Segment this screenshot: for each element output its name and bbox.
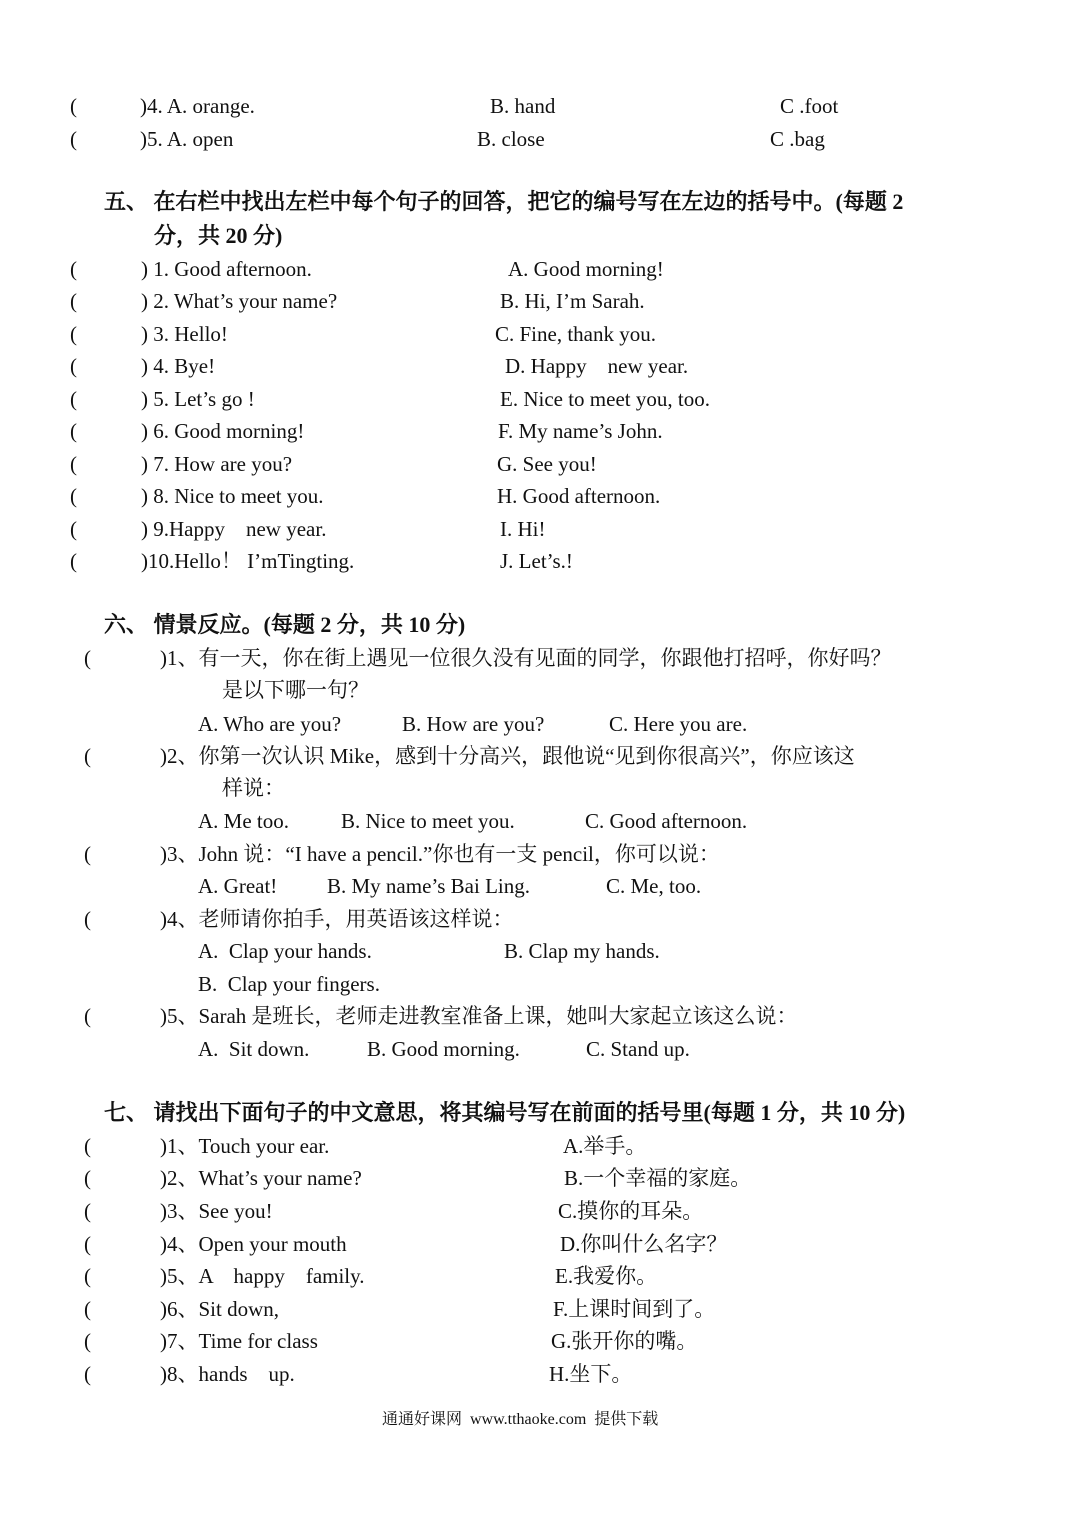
question-text: )3、See you!: [160, 1199, 273, 1223]
option-c: C .foot: [780, 94, 839, 118]
answer-option: H. Good afternoon.: [497, 484, 661, 508]
section-5-title-cont: 分，共 20 分): [154, 223, 283, 248]
answer-paren: (: [84, 646, 91, 670]
list-item: [0, 285, 1087, 317]
answer-paren: (: [70, 452, 77, 476]
question-text: ) 9.Happy new year.: [141, 517, 327, 541]
answer-paren: (: [84, 1329, 91, 1353]
answer-paren: (: [70, 484, 77, 508]
question-text: ) 7. How are you?: [141, 452, 293, 476]
question-text: ) 8. Nice to meet you.: [141, 484, 324, 508]
answer-paren: (: [70, 517, 77, 541]
answer-paren: (: [70, 419, 77, 443]
list-item: [0, 253, 1087, 285]
question-text: )4、老师请你拍手，用英语该这样说：: [160, 907, 514, 931]
question-3-options: [0, 870, 1087, 902]
answer-paren: (: [84, 1264, 91, 1288]
page-footer: 通通好课网 www.tthaoke.com 提供下载: [382, 1411, 659, 1428]
question-text: ) 3. Hello!: [141, 322, 228, 346]
answer-option: G. See you!: [497, 452, 597, 476]
list-item: [0, 480, 1087, 512]
answer-option: D. Happy new year.: [505, 354, 689, 378]
answer-option: A. Good morning!: [508, 257, 664, 281]
question-4: [0, 903, 1087, 935]
answer-option: H.坐下。: [549, 1362, 633, 1386]
question-text: ) 1. Good afternoon.: [141, 257, 312, 281]
answer-paren: (: [84, 1004, 91, 1028]
question-1-options: [0, 708, 1087, 740]
answer-option: A.举手。: [563, 1134, 647, 1158]
answer-paren: (: [70, 257, 77, 281]
question-text: )5、Sarah 是班长，老师走进教室准备上课，她叫大家起立该这么说：: [160, 1004, 798, 1028]
answer-paren: (: [70, 387, 77, 411]
list-item: [0, 1162, 1087, 1194]
answer-option: G.张开你的嘴。: [551, 1329, 698, 1353]
list-item: [0, 350, 1087, 382]
option-c: C. Good afternoon.: [585, 809, 748, 833]
list-item: [0, 415, 1087, 447]
answer-paren: (: [70, 127, 77, 151]
list-item: [0, 1195, 1087, 1227]
answer-paren: (: [84, 1134, 91, 1158]
option-b: B. Clap my hands.: [504, 939, 660, 963]
answer-option: F.上课时间到了。: [553, 1297, 716, 1321]
list-item: [0, 1260, 1087, 1292]
answer-option: C.摸你的耳朵。: [558, 1199, 704, 1223]
option-c: C. Here you are.: [609, 712, 748, 736]
answer-option: B. Hi, I’m Sarah.: [500, 289, 645, 313]
option-a: A. Me too.: [198, 809, 289, 833]
option-b: B. hand: [490, 94, 556, 118]
answer-option: E.我爱你。: [555, 1264, 658, 1288]
question-2-options: [0, 805, 1087, 837]
option-b: B. Good morning.: [367, 1037, 520, 1061]
answer-option: J. Let’s.!: [500, 549, 573, 573]
question-text: )3、John 说：“I have a pencil.”你也有一支 pencil，你可以说：: [160, 842, 720, 866]
question-2-cont: 样说：: [222, 776, 285, 800]
answer-paren: (: [84, 744, 91, 768]
option-a: A. Who are you?: [198, 712, 342, 736]
answer-paren: (: [70, 289, 77, 313]
answer-option: B.一个幸福的家庭。: [564, 1166, 752, 1190]
question-text: )2、What’s your name?: [160, 1166, 362, 1190]
question-text: )5. A. open: [140, 127, 234, 151]
question-text: )2、你第一次认识 Mike，感到十分高兴，跟他说“见到你很高兴”，你应该这: [160, 744, 855, 768]
question-text: )10.Hello！ I’mTingting.: [141, 549, 355, 573]
answer-paren: (: [84, 842, 91, 866]
question-text: ) 2. What’s your name?: [141, 289, 338, 313]
section-5-title: 五、 在右栏中找出左栏中每个句子的回答，把它的编号写在左边的括号中。(每题 2: [104, 189, 904, 214]
answer-paren: (: [70, 94, 77, 118]
list-item: [0, 1228, 1087, 1260]
answer-option: F. My name’s John.: [498, 419, 663, 443]
question-5-options: [0, 1033, 1087, 1065]
option-c: C. Me, too.: [606, 874, 702, 898]
section-7-title: 七、 请找出下面句子的中文意思，将其编号写在前面的括号里(每题 1 分，共 10 分): [104, 1100, 906, 1125]
list-item: [0, 545, 1087, 577]
question-3: [0, 838, 1087, 870]
list-item: [0, 513, 1087, 545]
option-b: B. close: [477, 127, 545, 151]
answer-option: I. Hi!: [500, 517, 546, 541]
answer-paren: (: [84, 1362, 91, 1386]
question-1-cont: 是以下哪一句？: [222, 678, 369, 702]
option-a: A. Clap your hands.: [198, 939, 372, 963]
list-item: [0, 1358, 1087, 1390]
question-text: )8、hands up.: [160, 1362, 295, 1386]
question-text: ) 4. Bye!: [141, 354, 216, 378]
section-6-title: 六、 情景反应。(每题 2 分，共 10 分): [104, 612, 466, 637]
question-text: ) 6. Good morning!: [141, 419, 305, 443]
question-4-options-cont: [0, 968, 1087, 1000]
option-b: B. How are you?: [402, 712, 545, 736]
answer-paren: (: [84, 1166, 91, 1190]
answer-paren: (: [84, 1297, 91, 1321]
question-text: )4、Open your mouth: [160, 1232, 347, 1256]
question-text: )7、Time for class: [160, 1329, 318, 1353]
question-text: )1、Touch your ear.: [160, 1134, 330, 1158]
question-1: [0, 642, 1087, 674]
answer-paren: (: [84, 1232, 91, 1256]
question-text: )5、A happy family.: [160, 1264, 365, 1288]
list-item: [0, 448, 1087, 480]
answer-paren: (: [70, 549, 77, 573]
question-text: )4. A. orange.: [140, 94, 255, 118]
list-item: [0, 123, 1087, 155]
list-item: [0, 1130, 1087, 1162]
option-c: C .bag: [770, 127, 825, 151]
answer-paren: (: [70, 354, 77, 378]
option-a: A. Sit down.: [198, 1037, 310, 1061]
option-a: A. Great!: [198, 874, 278, 898]
option-c: B. Clap your fingers.: [198, 972, 380, 996]
option-b: B. Nice to meet you.: [341, 809, 515, 833]
answer-paren: (: [84, 1199, 91, 1223]
list-item: [0, 1325, 1087, 1357]
question-text: )1、有一天，你在街上遇见一位很久没有见面的同学，你跟他打招呼，你好吗？: [160, 646, 892, 670]
question-4-options: [0, 935, 1087, 967]
option-c: C. Stand up.: [586, 1037, 690, 1061]
answer-option: C. Fine, thank you.: [495, 322, 656, 346]
answer-option: E. Nice to meet you, too.: [500, 387, 710, 411]
answer-paren: (: [70, 322, 77, 346]
list-item: [0, 90, 1087, 122]
answer-option: D.你叫什么名字？: [560, 1232, 728, 1256]
list-item: [0, 383, 1087, 415]
list-item: [0, 318, 1087, 350]
list-item: [0, 1293, 1087, 1325]
question-5: [0, 1000, 1087, 1032]
option-b: B. My name’s Bai Ling.: [327, 874, 530, 898]
answer-paren: (: [84, 907, 91, 931]
question-text: ) 5. Let’s go !: [141, 387, 255, 411]
question-2: [0, 740, 1087, 772]
question-text: )6、Sit down,: [160, 1297, 280, 1321]
